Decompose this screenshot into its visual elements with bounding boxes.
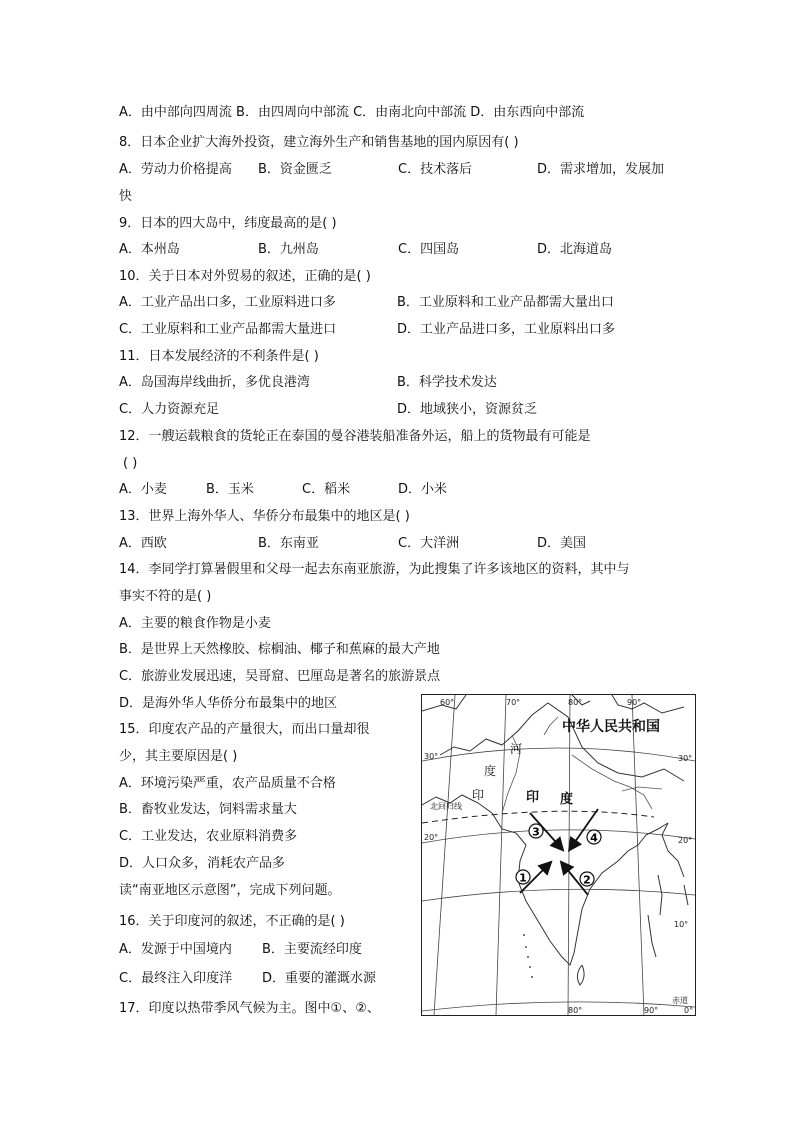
q15-stem: 15．印度农产品的产量很大，而出口量却很 [119, 722, 370, 737]
label-tropic: 北回归线 [430, 802, 462, 811]
q8-option-c: C．技术落后 [398, 162, 473, 177]
svg-text:30°: 30° [678, 754, 693, 763]
q16-option-b: B．主要流经印度 [262, 942, 362, 957]
svg-text:30°: 30° [424, 752, 439, 761]
label-river-du: 度 [484, 764, 497, 778]
q17-stem: 17．印度以热带季风气候为主。图中①、②、 [119, 1001, 380, 1016]
q15-stem-cont: 少，其主要原因是( ) [119, 749, 238, 764]
q13-option-a: A．西欧 [119, 536, 167, 551]
q8-stem: 8．日本企业扩大海外投资，建立海外生产和销售基地的国内原因有( ) [119, 135, 519, 150]
q10-option-b: B．工业原料和工业产品都需大量出口 [397, 295, 614, 310]
q8-option-d-cont: 快 [119, 189, 133, 204]
svg-text:10°: 10° [674, 920, 689, 929]
q12-option-a: A．小麦 [119, 482, 167, 497]
q14-option-d: D．是海外华人华侨分布最集中的地区 [119, 696, 338, 711]
south-asia-map [421, 694, 696, 1016]
q10-stem: 10．关于日本对外贸易的叙述，正确的是( ) [119, 269, 371, 284]
q11-option-d: D．地域狭小，资源贫乏 [397, 402, 538, 417]
svg-text:3: 3 [532, 825, 540, 839]
q11-stem: 11．日本发展经济的不利条件是( ) [119, 349, 319, 364]
q12-stem: 12．一艘运载粮食的货轮正在泰国的曼谷港装船准备外运，船上的货物最有可能是 [119, 429, 591, 444]
q14-stem: 14．李同学打算暑假里和父母一起去东南亚旅游，为此搜集了许多该地区的资料，其中与 [119, 562, 630, 577]
label-river-he: 河 [510, 742, 523, 756]
svg-text:90°: 90° [627, 698, 642, 707]
q9-stem: 9．日本的四大岛中，纬度最高的是( ) [119, 216, 337, 231]
latitude-lines [422, 748, 695, 1011]
q14-option-b: B．是世界上天然橡胶、棕榈油、椰子和蕉麻的最大产地 [119, 642, 440, 657]
label-india-du: 度 [560, 792, 574, 807]
q12-option-b: B．玉米 [206, 482, 254, 497]
svg-text:60°: 60° [440, 698, 455, 707]
svg-text:70°: 70° [506, 698, 521, 707]
q11-option-c: C．人力资源充足 [119, 402, 220, 417]
q12-stem-cont: ( ) [123, 456, 138, 471]
label-equator: 赤道 [672, 996, 688, 1005]
label-indus-yin: 印 [472, 788, 485, 802]
q12-option-d: D．小米 [398, 482, 448, 497]
q9-option-b: B．九州岛 [258, 242, 319, 257]
q14-stem-cont: 事实不符的是( ) [119, 589, 212, 604]
arrow-number-2 [580, 872, 594, 887]
q13-option-d: D．美国 [537, 536, 587, 551]
q15-option-d: D．人口众多，消耗农产品多 [119, 856, 286, 871]
label-india-yin: 印 [526, 790, 540, 805]
q13-stem: 13．世界上海外华人、华侨分布最集中的地区是( ) [119, 509, 410, 524]
q8-option-b: B．资金匮乏 [258, 162, 332, 177]
q11-option-a: A．岛国海岸线曲折，多优良港湾 [119, 375, 310, 390]
islands [523, 934, 533, 978]
q12-option-c: C．稻米 [302, 482, 351, 497]
q7-options: A．由中部向四周流 B．由四周向中部流 C．由南北向中部流 D．由东西向中部流 [119, 105, 585, 120]
svg-text:4: 4 [590, 831, 598, 845]
q13-option-b: B．东南亚 [258, 536, 319, 551]
svg-text:1: 1 [519, 871, 527, 885]
q13-option-c: C．大洋洲 [398, 536, 460, 551]
q15-option-a: A．环境污染严重，农产品质量不合格 [119, 776, 336, 791]
q15-option-b: B．畜牧业发达，饲料需求量大 [119, 802, 297, 817]
q9-option-d: D．北海道岛 [537, 242, 613, 257]
svg-text:80°: 80° [568, 698, 583, 707]
arrow-number-4 [587, 830, 601, 845]
arrow-number-1 [516, 870, 530, 885]
svg-text:20°: 20° [424, 833, 439, 842]
arrow-number-3 [529, 824, 543, 839]
q16-option-a: A．发源于中国境内 [119, 942, 232, 957]
svg-text:90°: 90° [644, 1006, 659, 1015]
svg-text:80°: 80° [568, 1006, 583, 1015]
q14-option-a: A．主要的粮食作物是小麦 [119, 616, 271, 631]
graticule-labels [424, 698, 693, 1015]
q9-option-c: C．四国岛 [398, 242, 460, 257]
svg-text:20°: 20° [678, 836, 693, 845]
q11-option-b: B．科学技术发达 [397, 375, 497, 390]
q16-option-d: D．重要的灌溉水源 [262, 971, 377, 986]
read-prompt: 读“南亚地区示意图”，完成下列问题。 [119, 883, 341, 898]
q14-option-c: C．旅游业发展迅速，吴哥窟、巴厘岛是著名的旅游景点 [119, 669, 441, 684]
label-china: 中华人民共和国 [562, 719, 660, 735]
q8-option-d: D．需求增加，发展加 [537, 162, 665, 177]
q16-option-c: C．最终注入印度洋 [119, 971, 233, 986]
svg-text:2: 2 [583, 873, 591, 887]
q16-stem: 16．关于印度河的叙述，不正确的是( ) [119, 914, 345, 929]
q8-option-a: A．劳动力价格提高 [119, 162, 232, 177]
q15-option-c: C．工业发达，农业原料消费多 [119, 829, 298, 844]
longitude-lines [434, 695, 644, 1015]
q10-option-d: D．工业产品进口多，工业原料出口多 [397, 322, 616, 337]
svg-text:0°: 0° [684, 1006, 694, 1015]
q10-option-c: C．工业原料和工业产品都需大量进口 [119, 322, 337, 337]
q9-option-a: A．本州岛 [119, 242, 180, 257]
q10-option-a: A．工业产品出口多，工业原料进口多 [119, 295, 336, 310]
